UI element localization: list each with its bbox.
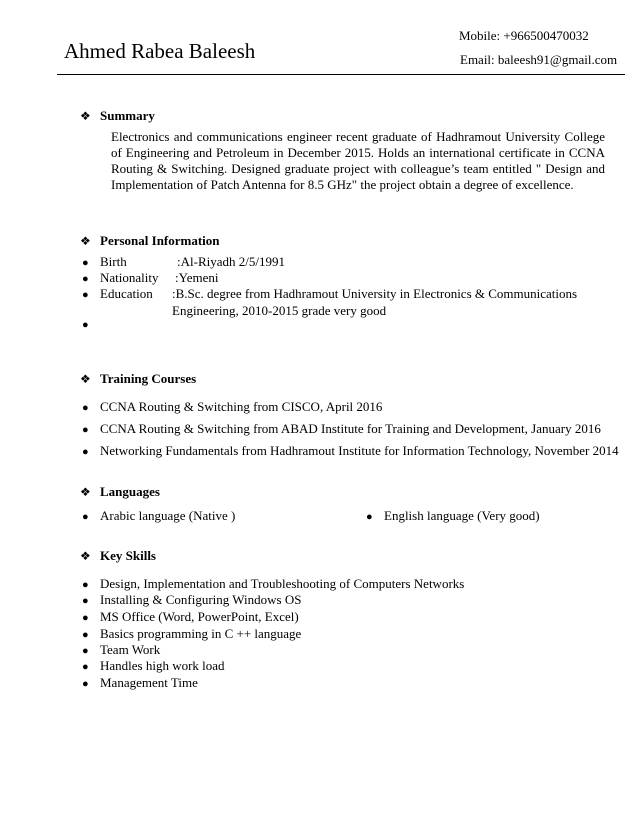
bullet-icon: ● [82,273,89,285]
skill-item-text: MS Office (Word, PowerPoint, Excel) [100,609,299,624]
list-item-empty [82,315,100,334]
bullet-icon: ● [82,661,89,673]
bullet-icon: ● [82,612,89,624]
bullet-icon: ● [82,511,89,523]
bullet-icon: ● [82,678,89,690]
languages-heading [80,483,160,501]
skills-heading [80,547,156,565]
list-item-education [82,285,578,318]
bullet-icon: ● [82,319,89,331]
training-heading-text: Training Courses [100,371,197,386]
nationality-value: :Yemeni [175,270,219,285]
bullet-icon: ● [82,257,89,269]
birth-value: :Al-Riyadh 2/5/1991 [177,254,285,269]
diamond-bullet-icon: ❖ [80,372,91,386]
bullet-icon: ● [82,579,89,591]
personal-info-heading [80,232,220,250]
languages-heading-text: Languages [100,484,160,499]
training-item [82,442,619,461]
skill-item-text: Basics programming in C ++ language [100,626,302,641]
candidate-name: Ahmed Rabea Baleesh [64,39,256,63]
nationality-label: Nationality [100,270,159,285]
skill-item [82,674,198,693]
skill-item-text: Management Time [100,675,198,690]
training-item [82,398,382,417]
bullet-icon: ● [82,402,89,414]
training-item-text: CCNA Routing & Switching from CISCO, April 2016 [100,399,383,414]
bullet-icon: ● [82,289,89,301]
summary-heading [80,107,155,125]
education-value: :B.Sc. degree from Hadhramout University in Electronics & Communications Engineering, 2010-2015 grade very good [172,286,578,318]
skill-item-text: Installing & Configuring Windows OS [100,592,302,607]
education-label: Education [100,286,153,301]
summary-text: Electronics and communications engineer recent graduate of Hadhramout University College of Engineering and Petroleum in December 2015. Holds an international certificate in CCNA Routing & Switching. Designed graduate project with colleague’s team entitled " Design and Implementation of Patch Antenna for 8.5 GHz" the project obtain a degree of excellence. [111,129,605,192]
contact-mobile: Mobile: +966500470032 [459,28,589,43]
skill-item-text: Handles high work load [100,658,225,673]
skill-item-text: Team Work [100,642,161,657]
bullet-icon: ● [82,645,89,657]
language-item-english [366,507,540,526]
header-divider [57,74,625,75]
training-heading [80,370,196,388]
personal-info-heading-text: Personal Information [100,233,220,248]
diamond-bullet-icon: ❖ [80,109,91,123]
diamond-bullet-icon: ❖ [80,485,91,499]
diamond-bullet-icon: ❖ [80,549,91,563]
bullet-icon: ● [82,446,89,458]
bullet-icon: ● [82,629,89,641]
language-item-text: English language (Very good) [384,508,540,523]
training-item [82,420,601,439]
language-item-text: Arabic language (Native ) [100,508,236,523]
bullet-icon: ● [82,424,89,436]
bullet-icon: ● [366,511,373,523]
diamond-bullet-icon: ❖ [80,234,91,248]
training-item-text: Networking Fundamentals from Hadhramout Institute for Information Technology, November 2014 [100,443,619,458]
summary-heading-text: Summary [100,108,155,123]
skills-heading-text: Key Skills [100,548,156,563]
language-item-arabic [82,507,235,526]
skill-item-text: Design, Implementation and Troubleshooting of Computers Networks [100,576,465,591]
training-item-text: CCNA Routing & Switching from ABAD Institute for Training and Development, January 2016 [100,421,601,436]
bullet-icon: ● [82,595,89,607]
birth-label: Birth [100,254,127,269]
contact-email: Email: baleesh91@gmail.com [460,52,618,67]
